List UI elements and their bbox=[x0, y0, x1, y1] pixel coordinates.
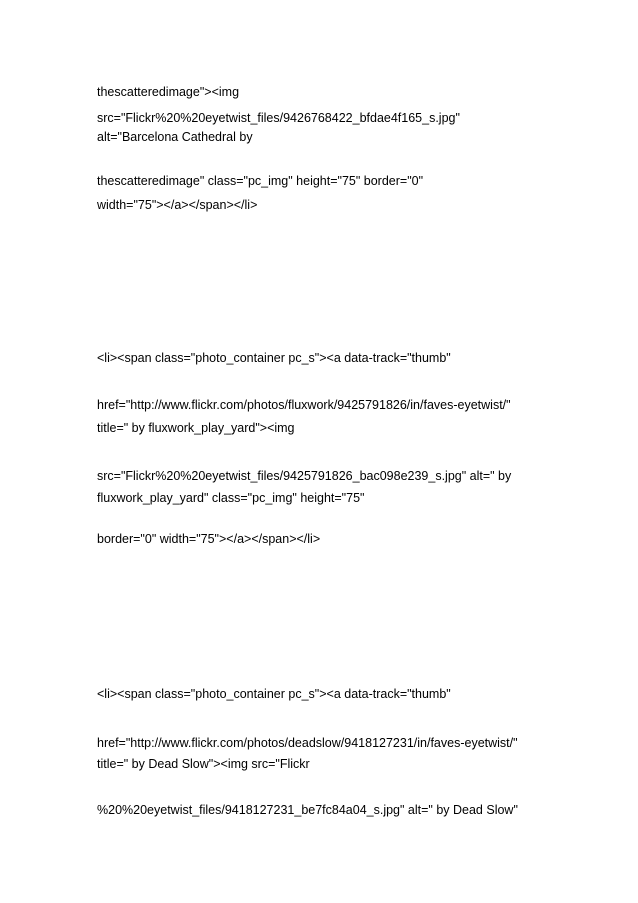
text-line: width="75"></a></span></li> bbox=[97, 198, 258, 212]
text-line: thescatteredimage"><img bbox=[97, 85, 240, 99]
text-line: title=" by Dead Slow"><img src="Flickr bbox=[97, 757, 310, 771]
text-line: title=" by fluxwork_play_yard"><img bbox=[97, 421, 295, 435]
text-line: alt="Barcelona Cathedral by bbox=[97, 130, 253, 144]
text-line: src="Flickr%20%20eyetwist_files/9426768422_bfdae4f165_s.jpg" bbox=[97, 111, 460, 125]
text-line: <li><span class="photo_container pc_s"><a data-track="thumb" bbox=[97, 351, 451, 365]
text-line: border="0" width="75"></a></span></li> bbox=[97, 532, 321, 546]
text-line: src="Flickr%20%20eyetwist_files/9425791826_bac098e239_s.jpg" alt=" by bbox=[97, 469, 512, 483]
text-line: href="http://www.flickr.com/photos/fluxwork/9425791826/in/faves-eyetwist/" bbox=[97, 398, 511, 412]
text-line: <li><span class="photo_container pc_s"><a data-track="thumb" bbox=[97, 687, 451, 701]
text-line: %20%20eyetwist_files/9418127231_be7fc84a04_s.jpg" alt=" by Dead Slow" bbox=[97, 803, 518, 817]
text-line: fluxwork_play_yard" class="pc_img" height="75" bbox=[97, 491, 365, 505]
text-line: href="http://www.flickr.com/photos/deadslow/9418127231/in/faves-eyetwist/" bbox=[97, 736, 518, 750]
text-line: thescatteredimage" class="pc_img" height="75" border="0" bbox=[97, 174, 424, 188]
